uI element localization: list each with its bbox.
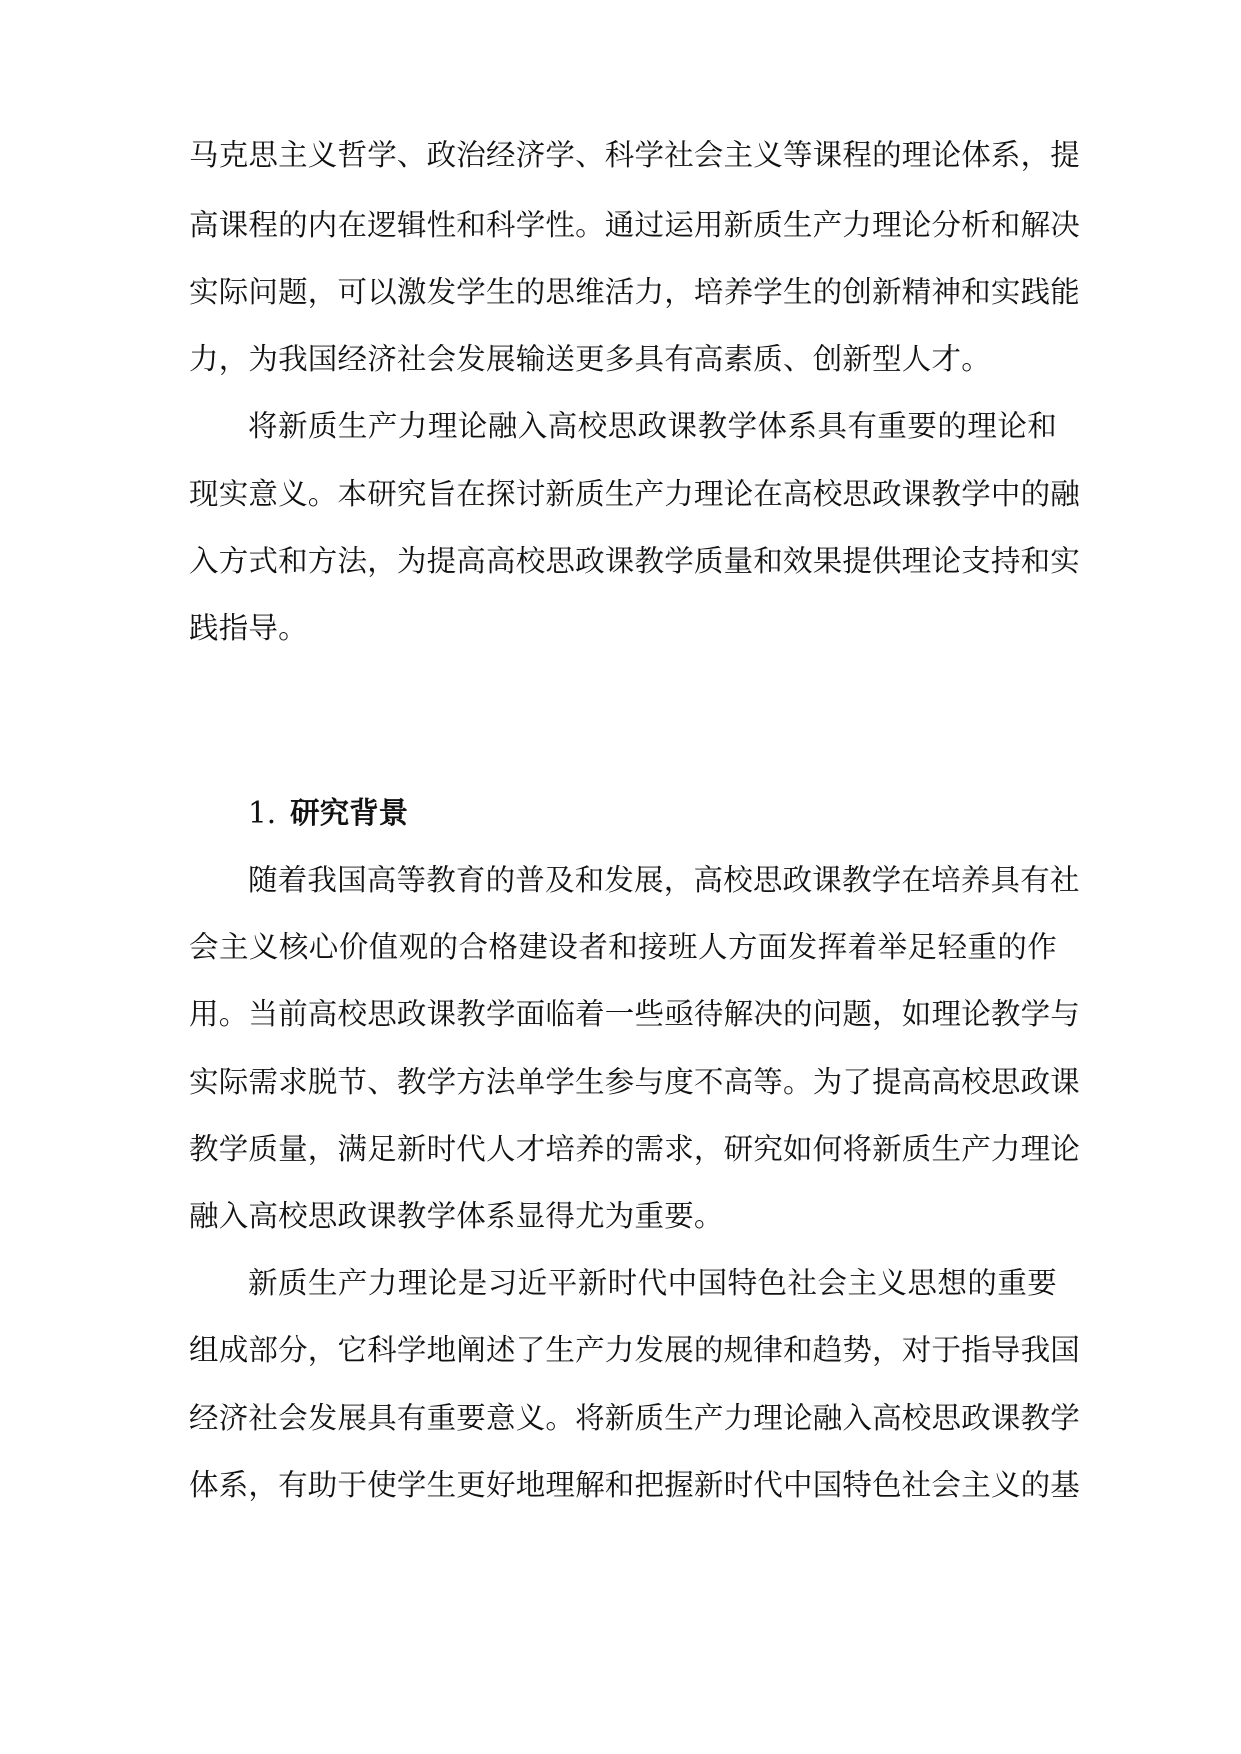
paragraph-line: 用。当前高校思政课教学面临着一些亟待解决的问题，如理论教学与 <box>189 997 1081 1031</box>
paragraph-line: 融入高校思政课教学体系显得尤为重要。 <box>189 1199 724 1233</box>
paragraph-line: 入方式和方法，为提高高校思政课教学质量和效果提供理论支持和实 <box>189 544 1081 578</box>
paragraph-line: 力，为我国经济社会发展输送更多具有高素质、创新型人才。 <box>189 342 991 376</box>
paragraph-line: 马克思主义哲学、政治经济学、科学社会主义等课程的理论体系，提 <box>189 138 1081 172</box>
paragraph-line: 践指导。 <box>189 611 308 645</box>
paragraph-line: 实际需求脱节、教学方法单学生参与度不高等。为了提高高校思政课 <box>189 1065 1081 1099</box>
paragraph-line: 体系，有助于使学生更好地理解和把握新时代中国特色社会主义的基 <box>189 1468 1081 1502</box>
paragraph-line: 高课程的内在逻辑性和科学性。通过运用新质生产力理论分析和解决 <box>189 208 1081 242</box>
paragraph-line: 会主义核心价值观的合格建设者和接班人方面发挥着举足轻重的作 <box>189 930 1057 964</box>
paragraph-line: 教学质量，满足新时代人才培养的需求，研究如何将新质生产力理论 <box>189 1132 1081 1166</box>
paragraph-line: 新质生产力理论是习近平新时代中国特色社会主义思想的重要 <box>248 1266 1057 1300</box>
section-number: 1. <box>248 796 277 830</box>
paragraph-line: 组成部分，它科学地阐述了生产力发展的规律和趋势，对于指导我国 <box>189 1333 1081 1367</box>
paragraph-line: 随着我国高等教育的普及和发展，高校思政课教学在培养具有社 <box>248 863 1080 897</box>
paragraph-line: 经济社会发展具有重要意义。将新质生产力理论融入高校思政课教学 <box>189 1401 1081 1435</box>
paragraph-line: 实际问题，可以激发学生的思维活力，培养学生的创新精神和实践能 <box>189 275 1081 309</box>
section-heading <box>248 788 408 838</box>
section-title: 研究背景 <box>290 796 409 830</box>
paragraph-line: 现实意义。本研究旨在探讨新质生产力理论在高校思政课教学中的融 <box>189 477 1081 511</box>
paragraph-line: 将新质生产力理论融入高校思政课教学体系具有重要的理论和 <box>248 409 1057 443</box>
